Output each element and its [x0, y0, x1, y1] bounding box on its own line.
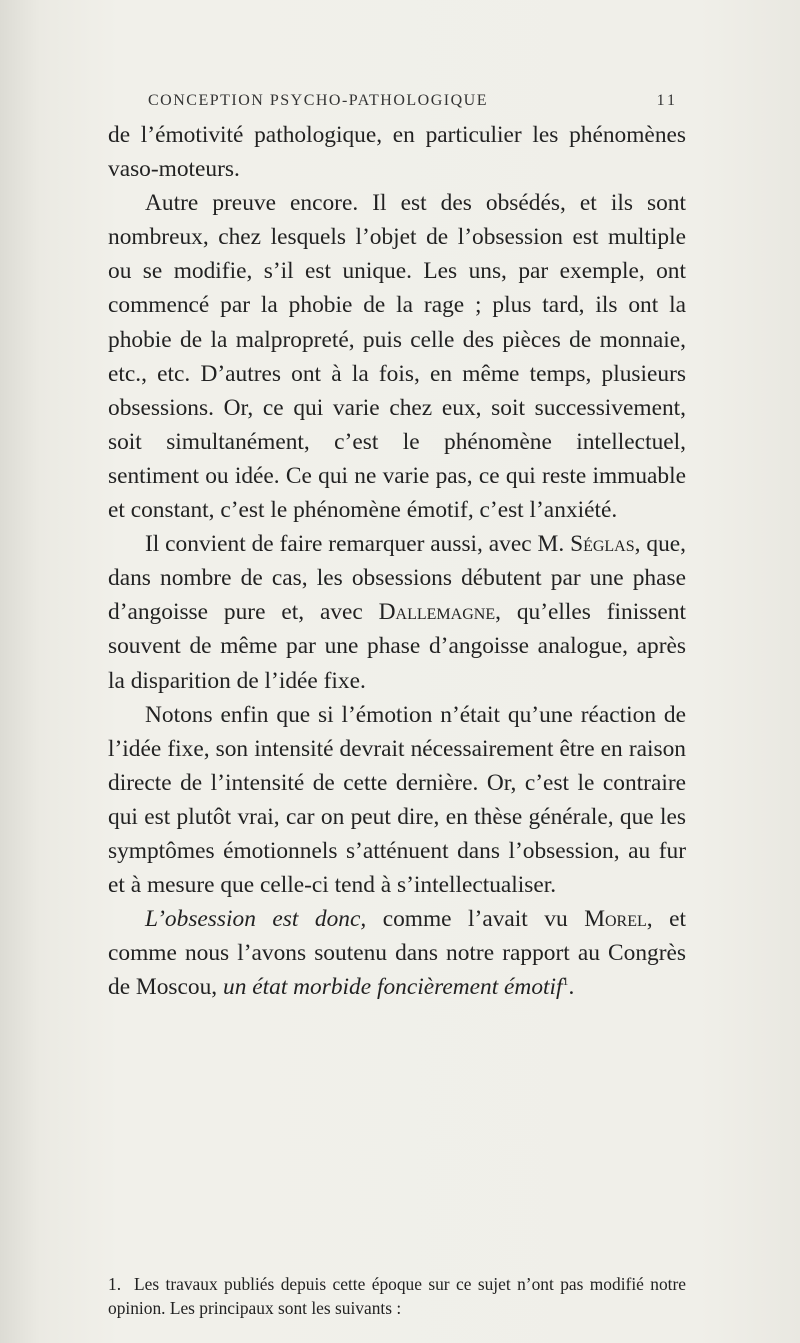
text-run: Il convient de faire remarquer aussi, avec M.	[145, 531, 571, 558]
author-name: Dallemagne	[378, 599, 496, 626]
italic-text: un état morbide foncièrement émotif	[223, 974, 563, 1001]
paragraph	[108, 527, 686, 697]
paragraph	[108, 902, 686, 1004]
page-number: 11	[656, 92, 678, 109]
text-run: , que, dans nombre de cas, les obsessions débutent par une phase d’angoisse pure et, avec	[108, 531, 686, 626]
paragraph: de l’émotivité pathologique, en particulier les phénomènes vaso-moteurs.	[108, 122, 686, 183]
author-name: Séglas	[570, 531, 635, 558]
body-text	[108, 118, 686, 1004]
footnote-ref[interactable]: 1	[562, 974, 569, 989]
text-run: .	[568, 974, 575, 1001]
author-name: Morel	[584, 906, 647, 933]
footnote-number: 1.	[108, 1274, 122, 1294]
italic-text: L’obsession est donc,	[145, 906, 367, 933]
paragraph: Autre preuve encore. Il est des obsédés, et ils sont nombreux, chez lesquels l’objet de l’obsession est multiple ou se modifie, s’il est unique. Les uns, par exemple, ont commencé par la phobie de la rage ; plus tard, ils ont la phobie de la malpropreté, puis celle des pièces de monnaie, etc., etc. D’autres ont à la fois, en même temps, plusieurs obsessions. Or, ce qui varie chez eux, soit successivement, soit simultanément, c’est le phénomène intellectuel, sentiment ou idée. Ce qui ne varie pas, ce qui reste immuable et constant, c’est le phénomène émotif, c’est l’anxiété.	[108, 190, 686, 524]
running-header	[148, 92, 678, 110]
text-run: comme l’avait vu	[366, 906, 585, 933]
footnote-text: Les travaux publiés depuis cette époque sur ce sujet n’ont pas modifié notre opinion. Les principaux sont les suivants :	[108, 1274, 686, 1318]
paragraph: Notons enfin que si l’émotion n’était qu’une réaction de l’idée fixe, son intensité devrait nécessairement être en raison directe de l’intensité de cette dernière. Or, c’est le contraire qui est plutôt vrai, car on peut dire, en thèse générale, que les symptômes émotionnels s’atténuent dans l’obsession, au fur et à mesure que celle-ci tend à s’intellectualiser.	[108, 701, 686, 899]
footnote	[108, 1272, 686, 1320]
running-title: CONCEPTION PSYCHO-PATHOLOGIQUE	[148, 92, 488, 109]
text-run: , et comme nous l’avons soutenu dans notre rapport au Congrès de Moscou,	[108, 906, 686, 1001]
text-run: , qu’elles finissent souvent de même par une phase d’angoisse analogue, après la disparition de l’idée fixe.	[108, 599, 686, 694]
